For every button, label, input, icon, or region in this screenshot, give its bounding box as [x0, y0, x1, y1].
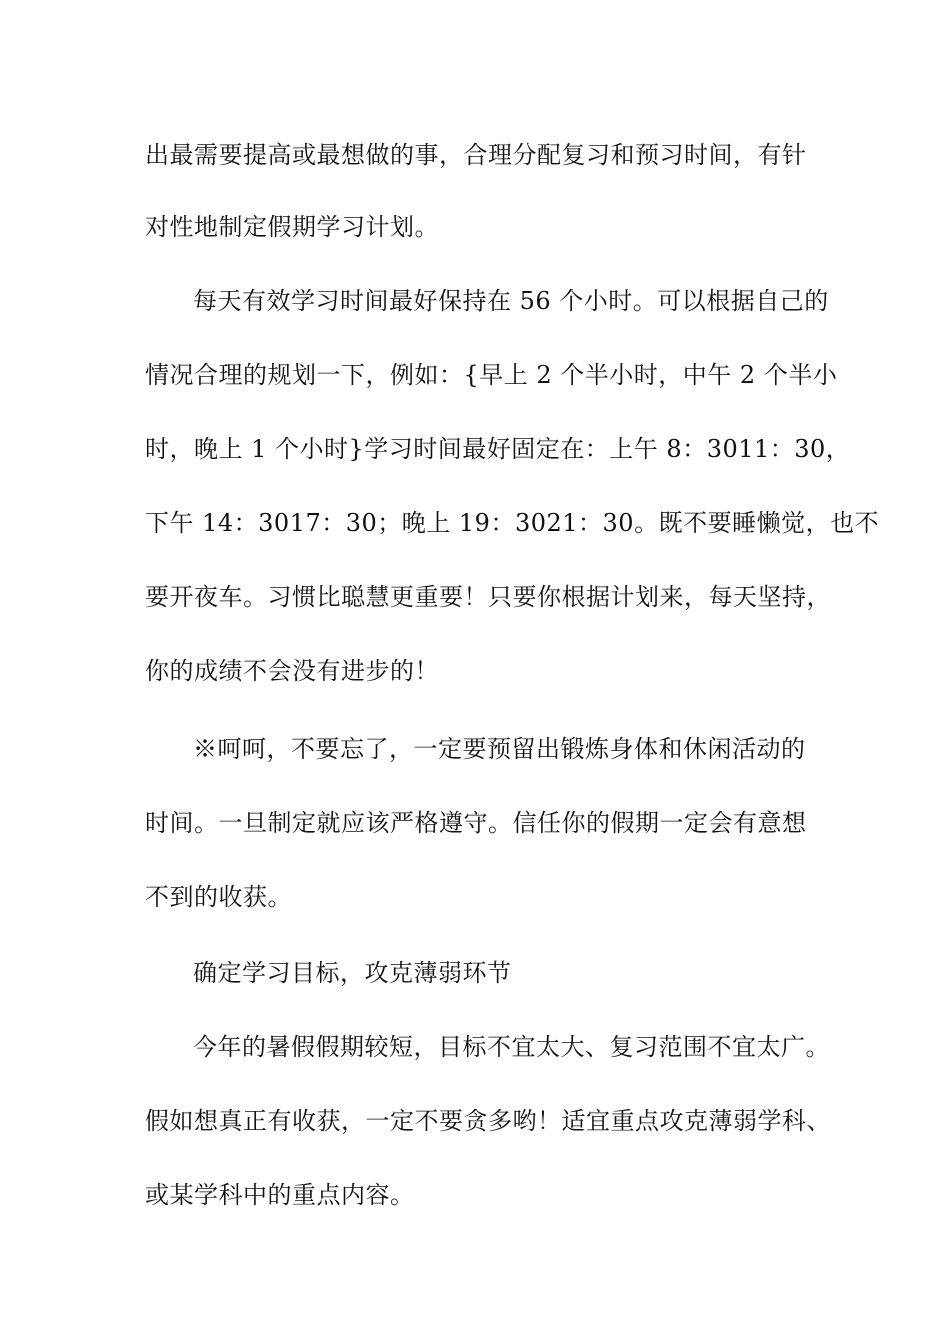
paragraph-start-line: ※呵呵，不要忘了，一定要预留出锻炼身体和休闲活动的 — [193, 735, 806, 763]
text-line: 要开夜车。习惯比聪慧更重要！只要你根据计划来，每天坚持， — [145, 583, 831, 611]
text-line: 情况合理的规划一下，例如：{早上 2 个半小时，中午 2 个半小 — [145, 361, 838, 389]
paragraph-start-line: 今年的暑假假期较短，目标不宜太大、复习范围不宜太广。 — [193, 1033, 830, 1061]
text-line: 假如想真正有收获，一定不要贪多哟！适宜重点攻克薄弱学科、 — [145, 1107, 831, 1135]
text-line: 出最需要提高或最想做的事，合理分配复习和预习时间，有针 — [145, 141, 807, 169]
text-line: 下午 14：3017：30；晚上 19：3021：30。既不要睡懒觉，也不 — [145, 509, 880, 537]
text-line: 你的成绩不会没有进步的！ — [145, 657, 439, 685]
text-line: 或某学科中的重点内容。 — [145, 1181, 415, 1209]
section-heading: 确定学习目标，攻克薄弱环节 — [193, 959, 512, 987]
paragraph-start-line: 每天有效学习时间最好保持在 56 个小时。可以根据自己的 — [193, 287, 829, 315]
text-line: 对性地制定假期学习计划。 — [145, 213, 439, 241]
text-line: 不到的收获。 — [145, 883, 292, 911]
text-line: 时，晚上 1 个小时}学习时间最好固定在：上午 8：3011：30， — [145, 435, 851, 463]
text-line: 时间。一旦制定就应该严格遵守。信任你的假期一定会有意想 — [145, 809, 807, 837]
